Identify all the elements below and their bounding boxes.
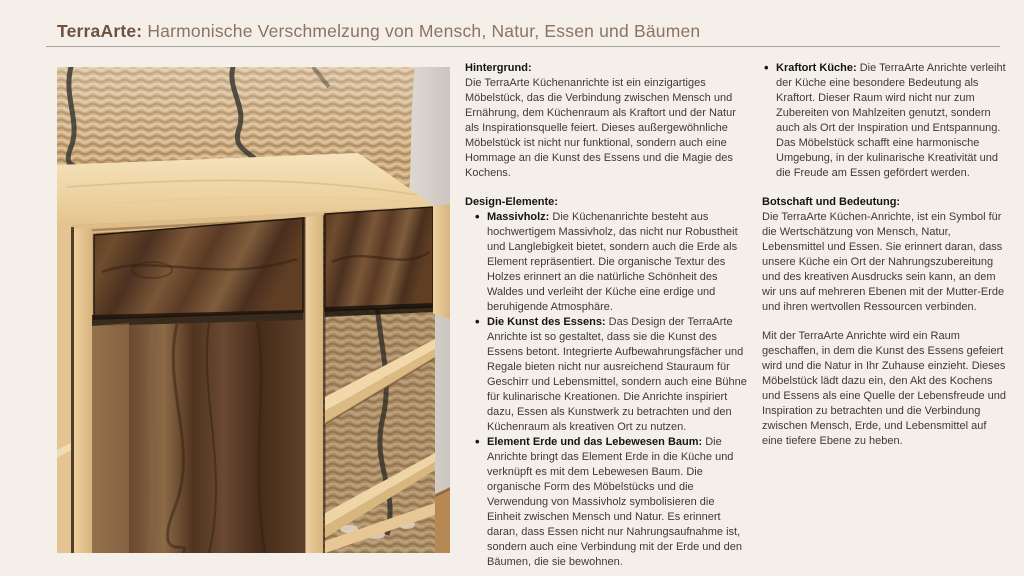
bullet-element-erde-baum-text: Die Anrichte bringt das Element Erde in die Küche und verknüpft es mit dem Lebewesen Baum. Die organische Form des Möbelstücks und die Verwendung von Massivholz symbolisieren die Einheit zwischen Mensch und Natur. Es erinnert daran, dass Essen nicht nur Nahrungsaufnahme ist, sondern auch eine Verbindung mit der Erde und den Bäumen, die sie bewohnen. xyxy=(487,436,743,568)
page-subtitle: Harmonische Verschmelzung von Mensch, Natur, Essen und Bäumen xyxy=(147,21,701,41)
product-photo-image xyxy=(57,67,450,553)
page-title xyxy=(57,21,700,42)
heading-hintergrund: Hintergrund: xyxy=(465,62,532,74)
product-photo xyxy=(57,67,450,553)
bullet-kunst-des-essens xyxy=(475,315,749,435)
paragraph-hintergrund: Die TerraArte Küchenanrichte ist ein einzigartiges Möbelstück, das die Verbindung zwischen Mensch und Ernährung, dem Küchenraum als Kraftort und der Natur als Inspirationsquelle feiert. Dieses außergewöhnliche Möbelstück ist nicht nur funktional, sondern auch eine Hommage an die Kunst des Essens und die Magie des Kochens. xyxy=(465,77,736,179)
bullet-massivholz-text: Die Küchenanrichte besteht aus hochwertigem Massivholz, das nicht nur Robustheit und Langlebigkeit bietet, sondern auch die Erde als Element repräsentiert. Die organische Textur des Holzes erinnert an die natürliche Schönheit des Waldes und verleiht der Küche eine erdige und beruhigende Atmosphäre. xyxy=(487,211,738,313)
bullet-massivholz xyxy=(475,210,749,315)
bullet-kraftort-kueche-text: Die TerraArte Anrichte verleiht der Küche eine besondere Bedeutung als Kraftort. Dieser Raum wird nicht nur zum Zubereiten von Mahlzeiten genutzt, sondern auch als Ort der Inspiration und Entspannung. Das Möbelstück schafft eine harmonische Umgebung, in der kulinarische Kreativität und die Freude am Essen gefördert werden. xyxy=(776,62,1006,179)
bullet-element-erde-baum xyxy=(475,435,749,570)
bullet-element-erde-baum-lead: Element Erde und das Lebewesen Baum: xyxy=(487,436,703,448)
paragraph-botschaft-1: Die TerraArte Küchen-Anrichte, ist ein Symbol für die Wertschätzung von Mensch, Natur, Lebensmittel und Essen. Sie erinnert daran, dass unsere Küche ein Ort der Nahrungszubereitung und des kreativen Ausdrucks sein kann, an dem wir uns auf mehreren Ebenen mit der Mutter-Erde und ihren wertvollen Ressourcen verbinden. xyxy=(762,211,1005,313)
bullet-kraftort-kueche xyxy=(764,61,1009,181)
heading-botschaft: Botschaft und Bedeutung: xyxy=(762,196,901,208)
bullet-kunst-des-essens-text: Das Design der TerraArte Anrichte ist so gestaltet, dass sie die Kunst des Essens betont. Integrierte Aufbewahrungsfächer und Regale bieten nicht nur ausreichend Stauraum für Geschirr und Lebensmittel, sondern auch eine Bühne für kulinarische Kreationen. Die Anrichte inspiriert dazu, Essen als Kunstwerk zu betrachten und den Küchenraum als kreativen Ort zu nutzen. xyxy=(487,316,747,433)
kraftort-list xyxy=(762,61,1009,181)
paragraph-botschaft-2: Mit der TerraArte Anrichte wird ein Raum geschaffen, in dem die Kunst des Essens gefeiert wird und die Natur in Ihr Zuhause einzieht. Dieses Möbelstück lädt dazu ein, den Akt des Kochens und Essens als eine Quelle der Lebensfreude und Inspiration zu betrachten und die Verbindung zwischen Mensch, Erde, und Lebensmittel auf eine tiefere Ebene zu heben. xyxy=(762,330,1007,447)
design-elemente-list xyxy=(465,210,749,570)
bullet-kunst-des-essens-lead: Die Kunst des Essens: xyxy=(487,316,606,328)
column-right xyxy=(762,61,1009,449)
column-middle xyxy=(465,61,749,570)
bullet-kraftort-kueche-lead: Kraftort Küche: xyxy=(776,62,857,74)
bullet-massivholz-lead: Massivholz: xyxy=(487,211,550,223)
heading-design-elemente: Design-Elemente: xyxy=(465,196,558,208)
brand-name: TerraArte: xyxy=(57,21,143,41)
header-divider xyxy=(46,46,1000,47)
